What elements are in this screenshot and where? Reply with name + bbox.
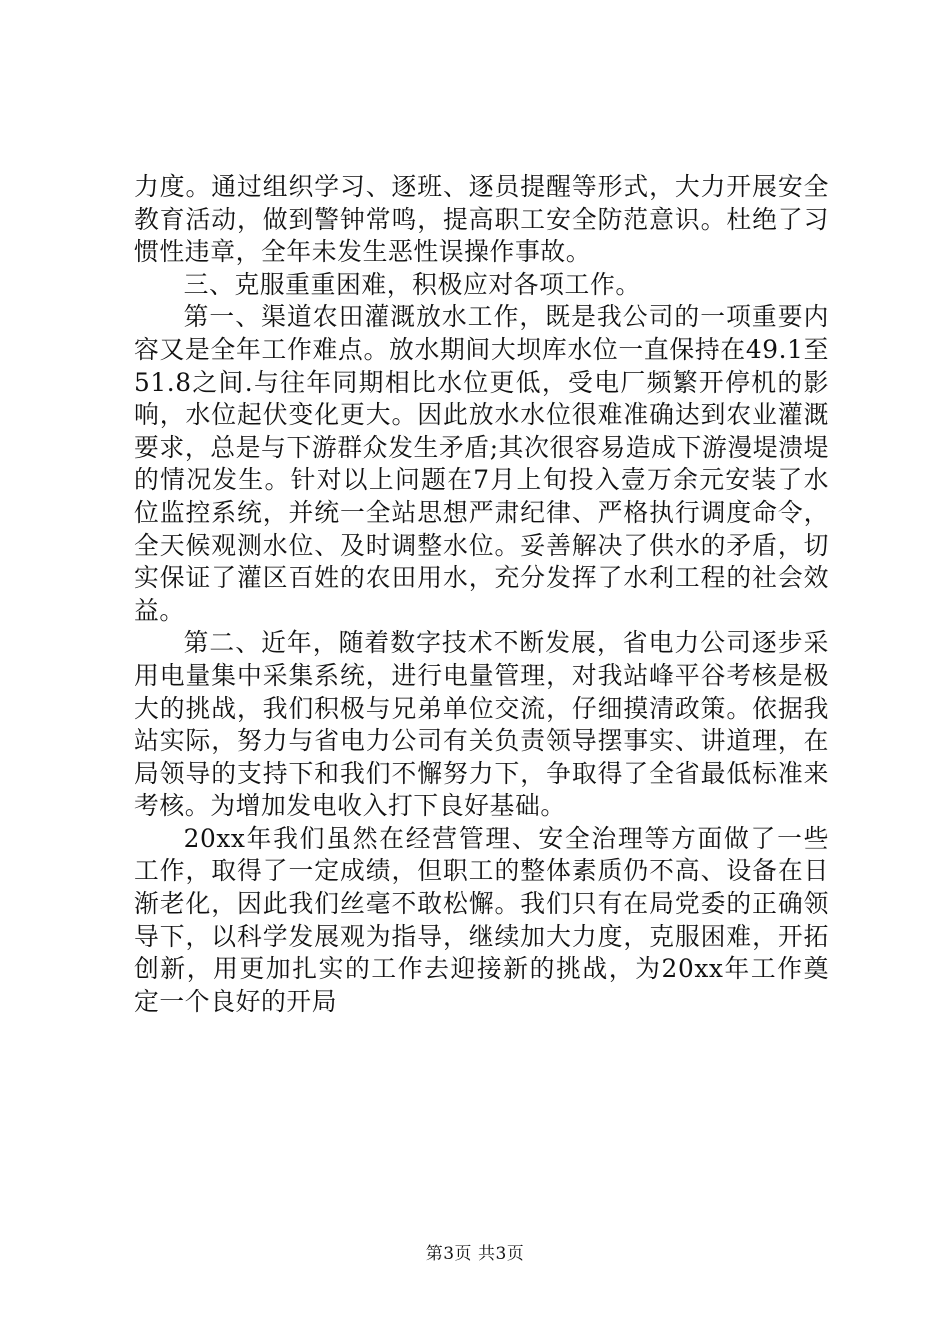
page-footer: 第3页 共3页 — [425, 1244, 525, 1264]
paragraph-power-metering: 第二、近年，随着数字技术不断发展，省电力公司逐步采用电量集中采集系统，进行电量管理，对我站峰平谷考核是极大的挑战，我们积极与兄弟单位交流，仔细摸清政策。依据我站实际，努力与省电力公司有关负责领导摆事实、讲道理，在局领导的支持下和我们不懈努力下，争取得了全省最低标准来考核。为增加发电收入打下良好基础。 — [134, 628, 829, 821]
document-body — [134, 171, 829, 1018]
paragraph-irrigation: 第一、渠道农田灌溉放水工作，既是我公司的一项重要内容又是全年工作难点。放水期间大坝库水位一直保持在49.1至51.8之间.与往年同期相比水位更低，受电厂频繁开停机的影响，水位起伏变化更大。因此放水水位很难准确达到农业灌溉要求，总是与下游群众发生矛盾;其次很容易造成下游漫堤溃堤的情况发生。针对以上问题在7月上旬投入壹万余元安装了水位监控系统，并统一全站思想严肃纪律、严格执行调度命令，全天候观测水位、及时调整水位。妥善解决了供水的矛盾，切实保证了灌区百姓的农田用水，充分发挥了水利工程的社会效益。 — [134, 302, 829, 625]
paragraph-summary: 20xx年我们虽然在经营管理、安全治理等方面做了一些工作，取得了一定成绩，但职工的整体素质仍不高、设备在日渐老化，因此我们丝毫不敢松懈。我们只有在局党委的正确领导下，以科学发展观为指导，继续加大力度，克服困难，开拓创新，用更加扎实的工作去迎接新的挑战，为20xx年工作奠定一个良好的开局 — [134, 823, 829, 1016]
paragraph-safety-education: 力度。通过组织学习、逐班、逐员提醒等形式，大力开展安全教育活动，做到警钟常鸣，提高职工安全防范意识。杜绝了习惯性违章，全年未发生恶性误操作事故。 — [134, 172, 829, 267]
section-heading-three: 三、克服重重困难，积极应对各项工作。 — [183, 269, 641, 299]
